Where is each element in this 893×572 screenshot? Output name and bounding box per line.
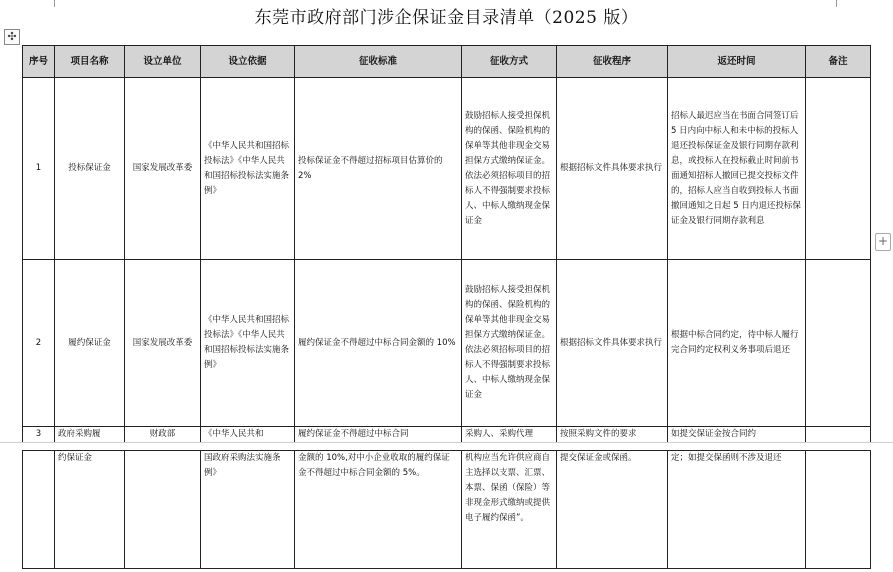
table-move-handle[interactable] xyxy=(4,29,20,45)
move-cross-icon: ✣ xyxy=(7,30,17,43)
cell-method: 鼓励招标人接受担保机构的保函、保险机构的保单等其他非现金交易担保方式缴纳保证金。依法必须招标项目的招标人不得强制要求投标人、中标人缴纳现金保证金 xyxy=(462,260,557,427)
cell-unit: 国家发展改革委 xyxy=(125,78,201,260)
cell-procedure: 根据招标文件具体要求执行 xyxy=(557,78,668,260)
header-return-time: 返还时间 xyxy=(668,46,806,78)
cell-unit xyxy=(125,451,201,569)
cell-remarks xyxy=(806,427,871,443)
cell-project: 约保证金 xyxy=(55,451,125,569)
cell-procedure: 根据招标文件具体要求执行 xyxy=(557,260,668,427)
cell-basis: 《中华人民共和 xyxy=(201,427,295,443)
table-row-continued xyxy=(23,451,871,569)
cell-unit: 国家发展改革委 xyxy=(125,260,201,427)
header-method: 征收方式 xyxy=(462,46,557,78)
cell-procedure: 提交保证金或保函。 xyxy=(557,451,668,569)
header-unit: 设立单位 xyxy=(125,46,201,78)
bond-catalog-table xyxy=(22,45,871,443)
cell-seq: 1 xyxy=(23,78,55,260)
table-row xyxy=(23,78,871,260)
cell-unit: 财政部 xyxy=(125,427,201,443)
table-header-row xyxy=(23,46,871,78)
cell-method: 采购人、采购代理 xyxy=(462,427,557,443)
header-standard: 征收标准 xyxy=(295,46,462,78)
table-row-partial xyxy=(23,427,871,443)
cell-project: 履约保证金 xyxy=(55,260,125,427)
cell-return-time: 定；如提交保函则不涉及退还 xyxy=(668,451,806,569)
header-basis: 设立依据 xyxy=(201,46,295,78)
cell-seq xyxy=(23,451,55,569)
plus-icon: + xyxy=(877,234,889,248)
add-column-handle[interactable] xyxy=(875,233,891,251)
cell-standard: 投标保证金不得超过招标项目估算价的 2% xyxy=(295,78,462,260)
cell-return-time: 根据中标合同约定，待中标人履行完合同约定权利义务事项后退还 xyxy=(668,260,806,427)
cell-standard: 履约保证金不得超过中标合同金额的 10% xyxy=(295,260,462,427)
cell-basis: 《中华人民共和国招标投标法》《中华人民共和国招标投标法实施条例》 xyxy=(201,260,295,427)
cell-return-time: 招标人最迟应当在书面合同签订后 5 日内向中标人和未中标的投标人退还投标保证金及银行同期存款利息，或投标人在投标截止时间前书面通知招标人撤回已提交投标文件的，招标人应当自收到投标人书面撤回通知之日起 5 日内退还投标保证金及银行同期存款利息 xyxy=(668,78,806,260)
header-procedure: 征收程序 xyxy=(557,46,668,78)
cell-standard: 履约保证金不得超过中标合同 xyxy=(295,427,462,443)
page-break-divider xyxy=(0,442,893,443)
cell-seq: 3 xyxy=(23,427,55,443)
header-project: 项目名称 xyxy=(55,46,125,78)
cell-seq: 2 xyxy=(23,260,55,427)
cell-return-time: 如提交保证金按合同约 xyxy=(668,427,806,443)
cell-method: 机构应当允许供应商自主选择以支票、汇票、本票、保函（保险）等非现金形式缴纳或提供电子履约保函”。 xyxy=(462,451,557,569)
cell-project: 投标保证金 xyxy=(55,78,125,260)
cell-standard: 金额的 10%,对中小企业收取的履约保证金不得超过中标合同金额的 5%。 xyxy=(295,451,462,569)
header-remarks: 备注 xyxy=(806,46,871,78)
header-seq: 序号 xyxy=(23,46,55,78)
cell-remarks xyxy=(806,260,871,427)
bond-catalog-table-continued xyxy=(22,450,871,569)
page-title: 东莞市政府部门涉企保证金目录清单（2025 版） xyxy=(254,8,639,28)
cell-basis: 国政府采购法实施条例》 xyxy=(201,451,295,569)
cell-basis: 《中华人民共和国招标投标法》《中华人民共和国招标投标法实施条例》 xyxy=(201,78,295,260)
cell-remarks xyxy=(806,78,871,260)
cell-procedure: 按照采购文件的要求 xyxy=(557,427,668,443)
cell-remarks xyxy=(806,451,871,569)
cell-project: 政府采购履 xyxy=(55,427,125,443)
table-row xyxy=(23,260,871,427)
cell-method: 鼓励招标人接受担保机构的保函、保险机构的保单等其他非现金交易担保方式缴纳保证金。依法必须招标项目的招标人不得强制要求投标人、中标人缴纳现金保证金 xyxy=(462,78,557,260)
